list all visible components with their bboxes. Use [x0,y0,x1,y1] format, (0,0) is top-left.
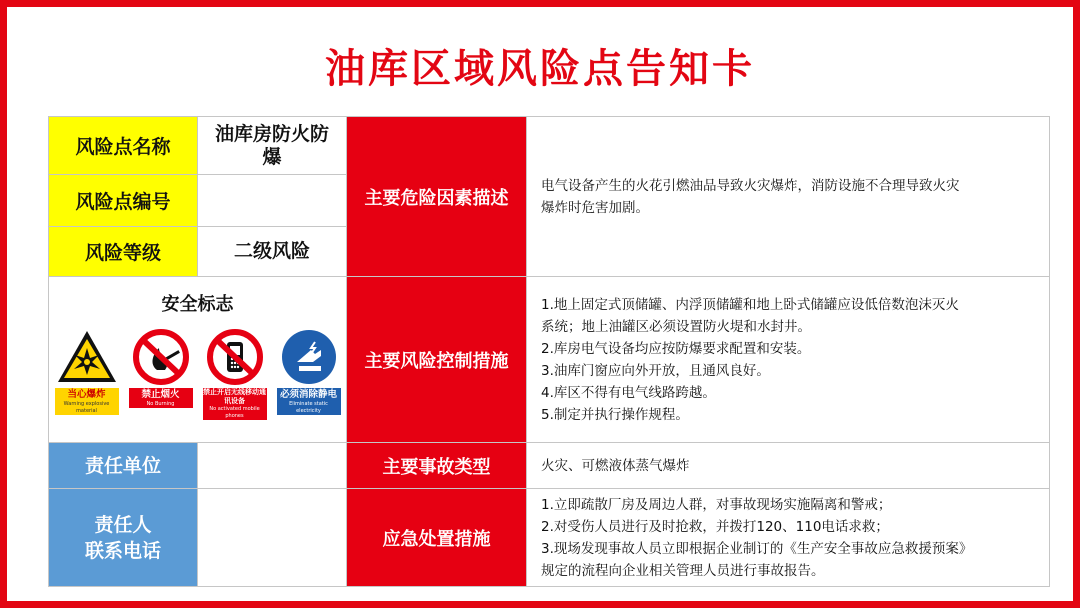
sign-no-fire [129,328,193,420]
sign-no-phone-caption: 禁止开启无线移动通讯设备 [203,387,266,405]
risk-level-value: 二级风险 [198,227,347,277]
sign-no-phone [203,328,267,420]
risk-code-value [198,175,347,227]
no-fire-icon [129,328,193,386]
accident-types: 火灾、可燃液体蒸气爆炸 [527,443,1050,489]
sign-explosion [55,328,119,420]
discharge-static-icon [277,328,341,386]
control-measures: 1.地上固定式顶储罐、内浮顶储罐和地上卧式储罐应设低倍数泡沫灭火 系统；地上油罐区必须设置防火堤和水封井。 2.库房电气设备均应按防爆要求配置和安装。 3.油库门窗应向外开放，且通风良好。 4.库区不得有电气线路跨越。 5.制定并执行操作规程。 [527,277,1050,443]
unit-label: 责任单位 [49,443,198,489]
risk-code-label: 风险点编号 [49,175,198,227]
risk-table [48,116,1050,587]
unit-value [198,443,347,489]
emergency-measures: 1.立即疏散厂房及周边人群，对事故现场实施隔离和警戒； 2.对受伤人员进行及时抢救，并拨打120、110电话求救； 3.现场发现事故人员立即根据企业制订的《生产安全事故应急救援预案》 规定的流程向企业相关管理人员进行事故报告。 [527,489,1050,587]
sign-no-fire-caption: 禁止烟火 [129,388,193,401]
sign-static-sub: Eliminate static electricity [277,401,341,415]
risk-name-value: 油库房防火防 爆 [198,117,347,175]
safety-signs-list [49,328,346,420]
explosion-warning-icon [55,328,119,386]
contact-label: 责任人 联系电话 [49,489,198,587]
sign-explosion-caption: 当心爆炸 [55,388,119,401]
sign-static-caption: 必须消除静电 [277,388,341,401]
sign-static [277,328,341,420]
control-label: 主要风险控制措施 [347,277,527,443]
contact-value [198,489,347,587]
accident-label: 主要事故类型 [347,443,527,489]
no-mobile-phone-icon [203,328,267,386]
risk-name-label: 风险点名称 [49,117,198,175]
risk-level-label: 风险等级 [49,227,198,277]
hazard-label: 主要危险因素描述 [347,117,527,277]
sign-explosion-sub: Warning explosive material [55,401,119,415]
safety-signs-cell [49,277,347,443]
safety-signs-title: 安全标志 [161,293,234,315]
sign-no-fire-sub: No Burning [129,401,193,408]
hazard-description: 电气设备产生的火花引燃油品导致火灾爆炸，消防设施不合理导致火灾 爆炸时危害加剧。 [527,117,1050,277]
emergency-label: 应急处置措施 [347,489,527,587]
card-title: 油库区域风险点告知卡 [325,46,755,92]
sign-no-phone-sub: No activated mobile phones [203,406,267,420]
